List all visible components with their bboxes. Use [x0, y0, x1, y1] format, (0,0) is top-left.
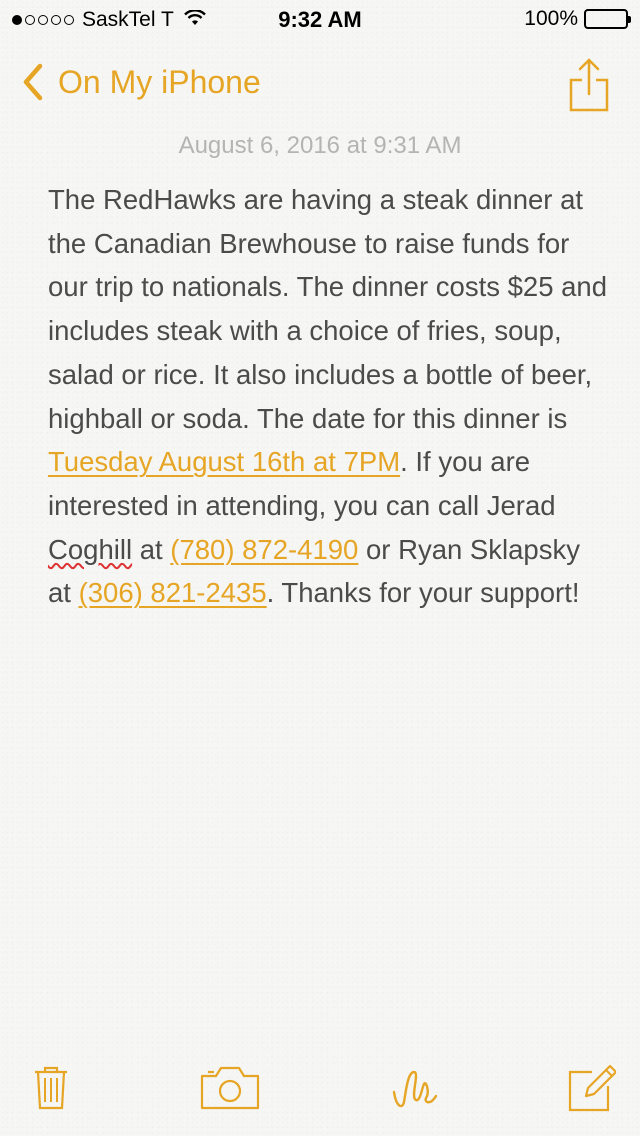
bottom-toolbar	[0, 1040, 640, 1136]
status-right	[524, 7, 628, 31]
battery-icon	[584, 9, 628, 29]
navigation-bar	[0, 58, 640, 114]
compose-button[interactable]	[566, 1062, 616, 1117]
chevron-left-icon	[20, 62, 44, 102]
camera-icon	[200, 1066, 260, 1110]
note-text: at	[132, 533, 171, 565]
clock: 9:32 AM	[278, 7, 362, 32]
trash-icon	[34, 1066, 68, 1110]
battery-percent: 100%	[524, 7, 578, 30]
note-text: or Ryan Sklapsky at	[48, 533, 580, 609]
phone-link[interactable]: (306) 821-2435	[78, 577, 267, 609]
back-label: On My iPhone	[58, 63, 261, 100]
note-text: . Thanks for your support!	[266, 577, 580, 609]
share-icon	[568, 58, 610, 114]
sketch-button[interactable]	[390, 1062, 440, 1119]
compose-icon	[566, 1062, 616, 1112]
camera-button[interactable]	[200, 1066, 260, 1115]
status-bar	[0, 0, 640, 40]
back-button[interactable]	[20, 62, 261, 102]
carrier-label: SaskTel T	[82, 8, 174, 31]
sketch-icon	[390, 1062, 440, 1114]
share-button[interactable]	[568, 58, 610, 119]
note-body[interactable]	[48, 178, 608, 615]
misspelled-word[interactable]: Coghill	[48, 533, 133, 565]
date-link[interactable]: Tuesday August 16th at 7PM	[48, 446, 401, 478]
note-date: August 6, 2016 at 9:31 AM	[178, 132, 462, 159]
note-text: The RedHawks are having a steak dinner at the Canadian Brewhouse to raise funds for our trip to nationals. The dinner costs $25 and includes steak with a choice of fries, soup, salad or rice. It also includes a bottle of beer, highball or soda. The date for this dinner is	[48, 184, 608, 434]
delete-button[interactable]	[34, 1066, 68, 1115]
phone-link[interactable]: (780) 872-4190	[170, 533, 359, 565]
note-text: . If you are interested in attending, you can call Jerad	[48, 446, 556, 521]
